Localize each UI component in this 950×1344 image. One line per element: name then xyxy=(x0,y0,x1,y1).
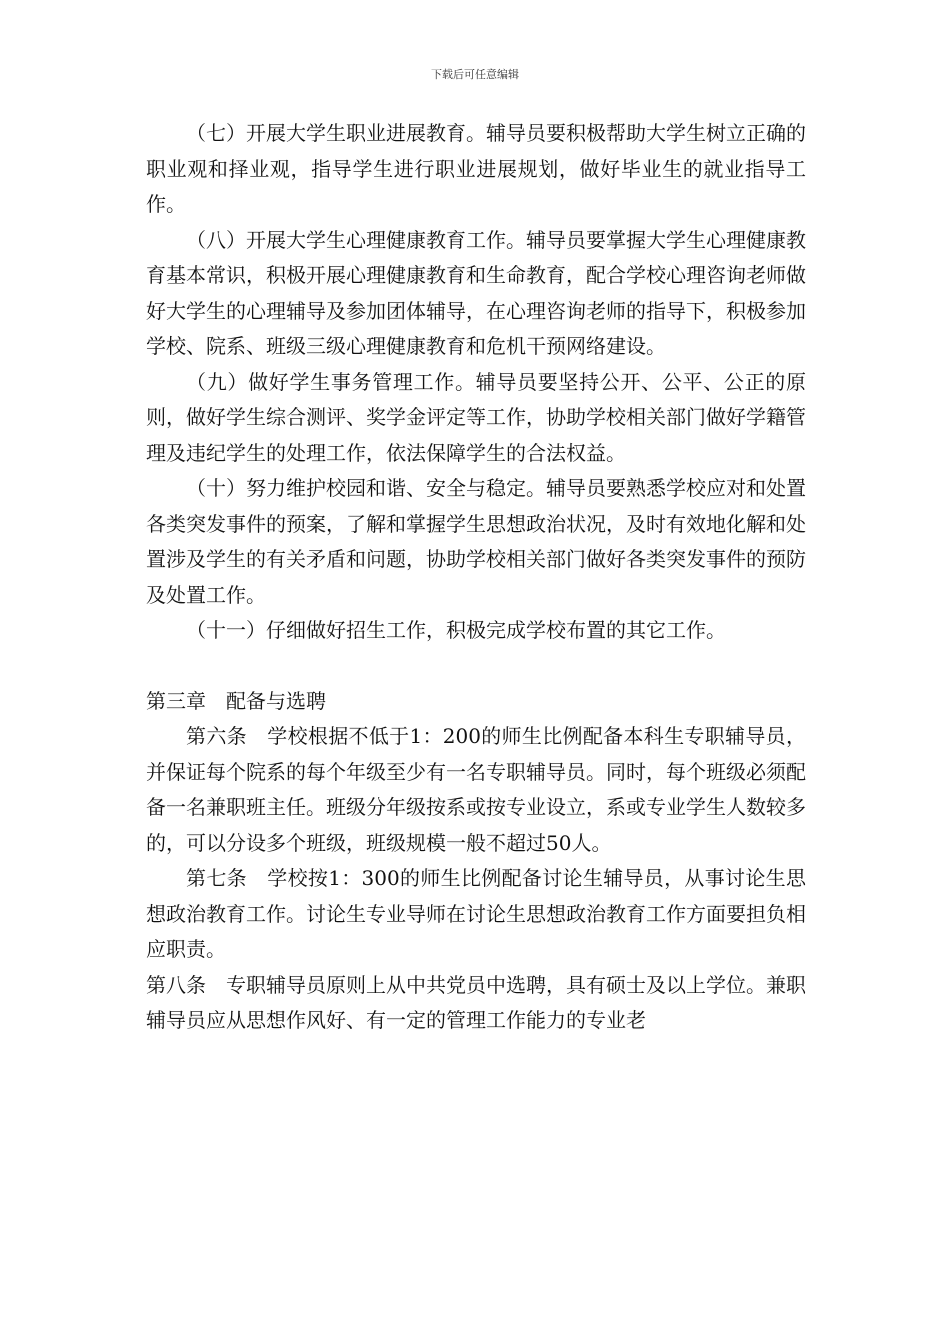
paragraph-10: （十）努力维护校园和谐、安全与稳定。辅导员要熟悉学校应对和处置各类突发事件的预案，了解和掌握学生思想政治状况，及时有效地化解和处置涉及学生的有关矛盾和问题，协助学校相关部门做好各类突发事件的预防及处置工作。 xyxy=(146,476,806,607)
chapter-heading: 第三章 配备与选聘 xyxy=(146,688,326,713)
article-7: 第七条 学校按1：300的师生比例配备讨论生辅导员，从事讨论生思想政治教育工作。讨论生专业导师在讨论生思想政治教育工作方面要担负相应职责。 xyxy=(146,866,806,961)
article-8: 第八条 专职辅导员原则上从中共党员中选聘，具有硕士及以上学位。兼职辅导员应从思想作风好、有一定的管理工作能力的专业老 xyxy=(146,972,806,1032)
paragraph-11: （十一）仔细做好招生工作，积极完成学校布置的其它工作。 xyxy=(186,618,726,642)
article-6: 第六条 学校根据不低于1：200的师生比例配备本科生专职辅导员，并保证每个院系的每个年级至少有一名专职辅导员。同时，每个班级必须配备一名兼职班主任。班级分年级按系或按专业设立，系或专业学生人数较多的，可以分设多个班级，班级规模一般不超过50人。 xyxy=(146,724,806,855)
paragraph-8: （八）开展大学生心理健康教育工作。辅导员要掌握大学生心理健康教育基本常识，积极开展心理健康教育和生命教育，配合学校心理咨询老师做好大学生的心理辅导及参加团体辅导，在心理咨询老师的指导下，积极参加学校、院系、班级三级心理健康教育和危机干预网络建设。 xyxy=(146,227,806,358)
document-body xyxy=(146,116,806,1039)
page-header: 下载后可任意编辑 xyxy=(431,68,519,81)
paragraph-9: （九）做好学生事务管理工作。辅导员要坚持公开、公平、公正的原则，做好学生综合测评、奖学金评定等工作，协助学校相关部门做好学籍管理及违纪学生的处理工作，依法保障学生的合法权益。 xyxy=(146,369,806,465)
paragraph-7: （七）开展大学生职业进展教育。辅导员要积极帮助大学生树立正确的职业观和择业观，指导学生进行职业进展规划，做好毕业生的就业指导工作。 xyxy=(146,121,806,216)
